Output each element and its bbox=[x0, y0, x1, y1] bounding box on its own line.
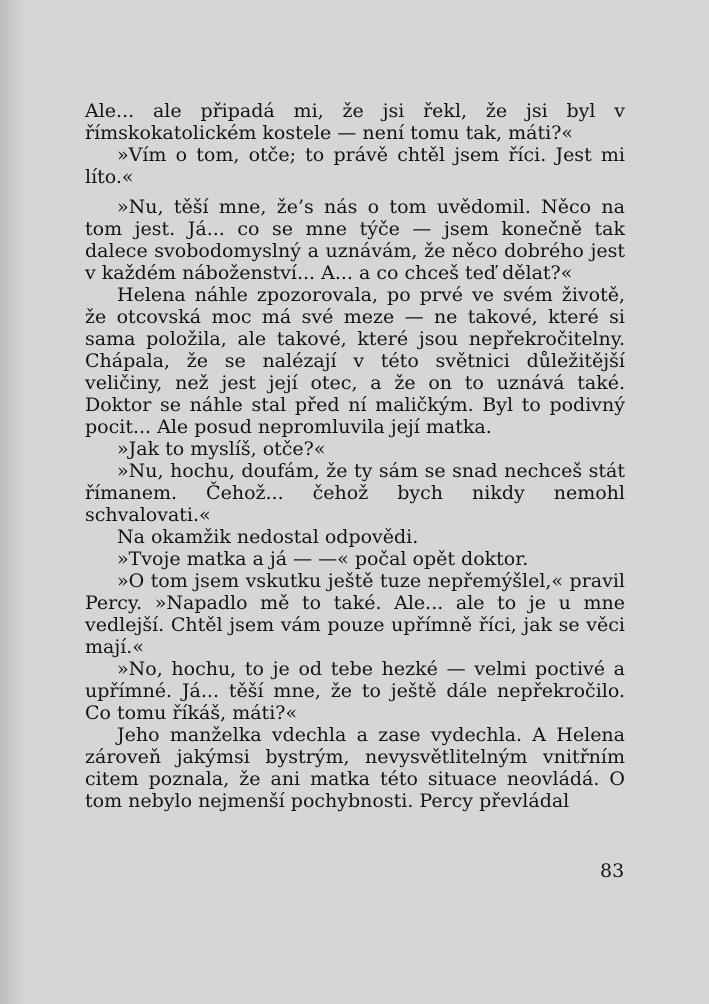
paragraph-11: Jeho manželka vdechla a zase vydechla. A Helena zároveň jakýmsi bystrým, nevysvětlitelným vnitřním citem poznala, že ani matka této situace neovládá. O tom nebylo nejmenší pochybnosti. Percy převládal bbox=[85, 724, 625, 812]
paragraph-2: »Vím o tom, otče; to právě chtěl jsem říci. Jest mi líto.« bbox=[85, 144, 625, 188]
page-number: 83 bbox=[600, 860, 625, 882]
body-text bbox=[85, 100, 625, 812]
paragraph-9: »O tom jsem vskutku ještě tuze nepřemýšlel,« pravil Percy. »Napadlo mě to také. Ale... ale to je u mne vedlejší. Chtěl jsem vám pouze upřímně říci, jak se věci mají.« bbox=[85, 570, 625, 658]
paragraph-10: »No, hochu, to je od tebe hezké — velmi poctivé a upřímné. Já... těší mne, že to ještě dále nepřekročilo. Co tomu říkáš, máti?« bbox=[85, 658, 625, 724]
paragraph-5: »Jak to myslíš, otče?« bbox=[117, 438, 326, 460]
page-edge-shadow bbox=[0, 0, 26, 1004]
paragraph-1: Ale... ale připadá mi, že jsi řekl, že jsi byl v římskokatolickém kostele — není tomu tak, máti?« bbox=[85, 100, 625, 144]
paragraph-4: Helena náhle zpozorovala, po prvé ve svém životě, že otcovská moc má své meze — ne takové, které si sama položila, ale takové, které jsou nepřekročitelny. Chápala, že se nalézají v této světnici důležitější veličiny, než jest její otec, a že on to uznává také. Doktor se náhle stal před ní maličkým. Byl to podivný pocit... Ale posud nepromluvila její matka. bbox=[85, 284, 625, 438]
paragraph-7: Na okamžik nedostal odpovědi. bbox=[117, 526, 419, 548]
paragraph-3: »Nu, těší mne, že’s nás o tom uvědomil. Něco na tom jest. Já... co se mne týče — jsem konečně tak dalece svobodomyslný a uznávám, že něco dobrého jest v každém náboženství... A... a co chceš teď dělat?« bbox=[85, 196, 625, 284]
paragraph-8: »Tvoje matka a já — —« počal opět doktor. bbox=[117, 548, 529, 570]
paragraph-6: »Nu, hochu, doufám, že ty sám se snad nechceš stát římanem. Čehož... čehož bych nikdy nemohl schvalovati.« bbox=[85, 460, 625, 526]
